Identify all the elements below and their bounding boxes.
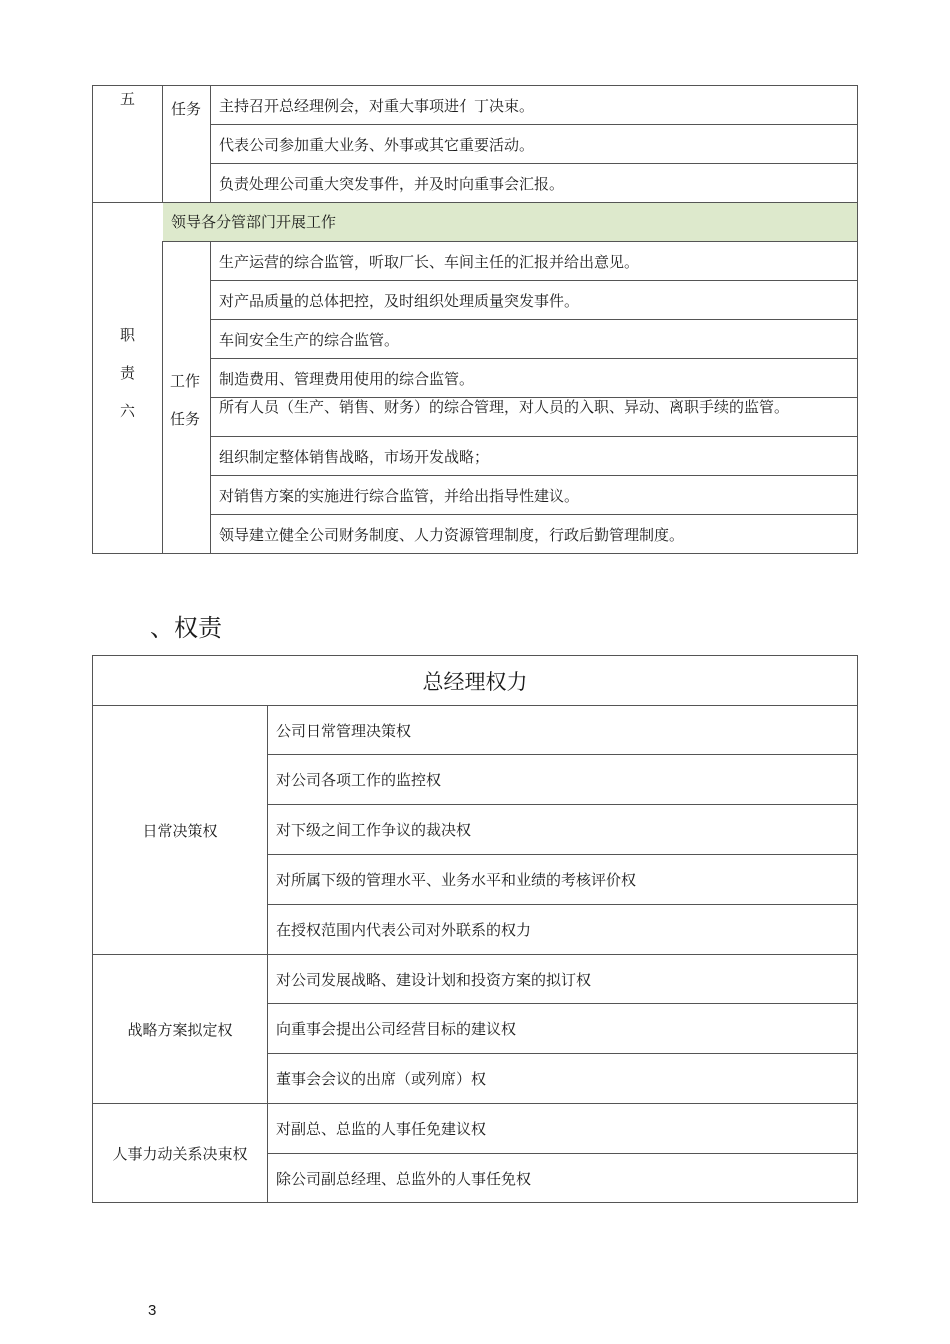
authority-item: 对公司各项工作的监控权	[276, 771, 442, 789]
section6-row: 所有人员（生产、销售、财务）的综合管理，对人员的入职、异动、离职手续的监管。	[219, 398, 790, 416]
section6-task-label: 工作	[170, 372, 201, 390]
section5-task-label: 任务	[171, 100, 202, 118]
page-number: 3	[148, 1302, 157, 1319]
section6-row: 对销售方案的实施进行综合监管，并给出指导性建议。	[219, 486, 580, 505]
authority-item: 对所属下级的管理水平、业务水平和业绩的考核评价权	[276, 871, 637, 889]
section6-label-char: 责	[120, 364, 136, 382]
section5-label: 五	[120, 90, 136, 108]
group-label: 战略方案拟定权	[127, 1020, 233, 1039]
authority-item: 对下级之间工作争议的裁决权	[276, 821, 472, 839]
section5-row: 代表公司参加重大业务、外事或其它重要活动。	[219, 135, 535, 154]
section6-task-label: 任务	[170, 410, 201, 428]
section6-row: 车间安全生产的综合监管。	[219, 330, 400, 349]
section6-header-text: 领导各分管部门开展工作	[171, 213, 337, 231]
section5-row: 主持召开总经理例会，对重大事项进亻丁决束。	[219, 96, 535, 115]
authority-item: 对公司发展战略、建设计划和投资方案的拟订权	[276, 970, 592, 989]
group-label: 日常决策权	[142, 821, 218, 840]
section6-label-char: 职	[120, 326, 136, 344]
authority-item: 对副总、总监的人事任免建议权	[276, 1120, 487, 1138]
authority-item: 除公司副总经理、总监外的人事任免权	[276, 1169, 532, 1188]
authority-item: 董事会会议的出席（或列席）权	[276, 1070, 487, 1088]
section-heading: 、权责	[150, 614, 222, 642]
section6-header-cell	[163, 202, 858, 241]
group-label: 人事力动关系决束权	[112, 1144, 248, 1163]
section5-row: 负责处理公司重大突发事件，并及时向重事会汇报。	[219, 174, 565, 193]
section6-label-char: 六	[120, 402, 136, 420]
authority-item: 公司日常管理决策权	[276, 721, 412, 740]
authority-item: 在授权范围内代表公司对外联系的权力	[276, 921, 532, 939]
section6-row: 生产运营的综合监管，听取厂长、车间主任的汇报并给出意见。	[219, 252, 640, 271]
section6-row: 对产品质量的总体把控，及时组织处理质量突发事件。	[219, 291, 580, 310]
section6-row: 组织制定整体销售战略，市场开发战略；	[219, 447, 490, 466]
section6-row: 制造费用、管理费用使用的综合监管。	[219, 369, 475, 388]
table-title: 总经理权力	[422, 669, 528, 694]
authority-item: 向重事会提出公司经营目标的建议权	[276, 1020, 517, 1038]
section6-row: 领导建立健全公司财务制度、人力资源管理制度，行政后勤管理制度。	[219, 525, 685, 544]
